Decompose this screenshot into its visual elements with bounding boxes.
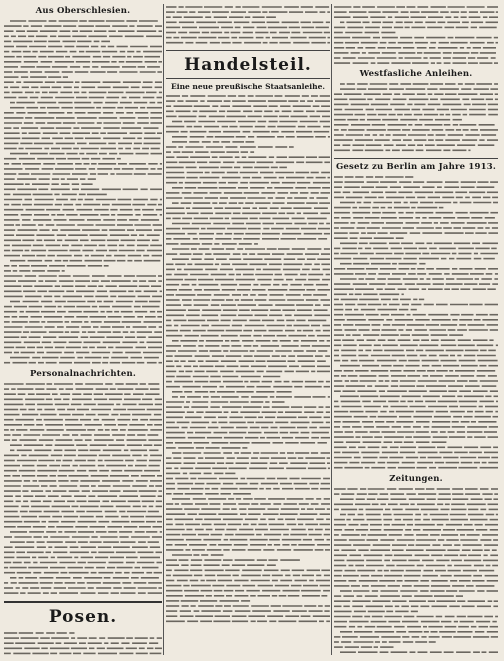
text-lines — [166, 93, 330, 623]
article-title: Eine neue preußische Staatsanleihe. — [171, 81, 325, 91]
text-lines — [334, 486, 498, 655]
divider — [4, 601, 162, 603]
body-text — [334, 81, 498, 154]
section-heading: Handelsteil. — [184, 54, 312, 75]
text-lines — [4, 630, 162, 655]
body-text — [4, 18, 162, 367]
text-lines — [166, 4, 330, 45]
body-text — [166, 93, 330, 625]
text-lines — [334, 81, 498, 152]
body-text — [4, 381, 162, 597]
section-heading: Westfasliche Anleihen. — [359, 69, 473, 80]
body-text — [4, 630, 162, 655]
divider — [166, 78, 330, 79]
section-heading: Aus Oberschlesien. — [35, 6, 131, 16]
column-rule — [163, 4, 164, 655]
column-3 — [334, 4, 498, 655]
divider — [166, 50, 330, 51]
column-2 — [166, 4, 330, 655]
section-heading: Gesetz zu Berlin am Jahre 1913. — [335, 161, 497, 172]
body-text — [166, 4, 330, 47]
text-lines — [334, 174, 498, 470]
section-heading: Zeitungen. — [389, 473, 443, 484]
section-heading: Posen. — [48, 607, 118, 628]
divider — [334, 158, 498, 159]
column-1 — [4, 4, 162, 655]
body-text — [334, 4, 498, 67]
section-heading: Personalnachrichten. — [30, 368, 136, 379]
body-text — [334, 486, 498, 655]
body-text — [334, 174, 498, 472]
column-rule — [331, 4, 332, 655]
text-lines — [334, 4, 498, 65]
text-lines — [4, 381, 162, 595]
text-lines — [4, 18, 162, 365]
